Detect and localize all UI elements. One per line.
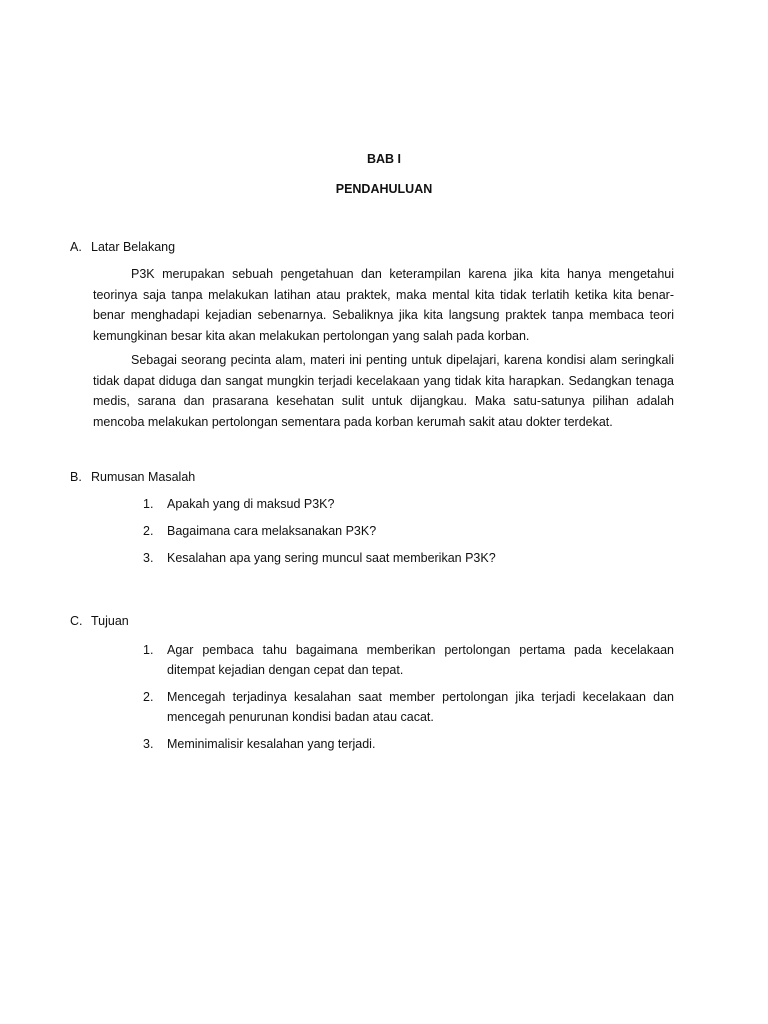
list-text: Apakah yang di maksud P3K? (167, 497, 335, 511)
list-text: Meminimalisir kesalahan yang terjadi. (167, 737, 376, 751)
list-number: 2. (143, 524, 154, 538)
chapter-number: BAB I (366, 152, 402, 166)
list-item (143, 494, 674, 514)
list-number: 1. (143, 643, 154, 657)
list-text: Mencegah terjadinya kesalahan saat member pertolongan jika terjadi kecelakaan dan mencegah penurunan kondisi badan atau cacat. (167, 690, 674, 724)
objective-list (143, 640, 674, 761)
list-number: 3. (143, 551, 154, 565)
list-number: 1. (143, 497, 154, 511)
list-item (143, 521, 674, 541)
list-text: Bagaimana cara melaksanakan P3K? (167, 524, 377, 538)
paragraph: Sebagai seorang pecinta alam, materi ini penting untuk dipelajari, karena kondisi alam seringkali tidak dapat diduga dan sangat mungkin terjadi kecelakaan yang tidak kita harapkan. Sedangkan tenaga medis, sarana dan prasarana kesehatan sulit untuk dijangkau. Maka satu-satunya pilihan adalah mencoba melakukan pertolongan sementara pada korban kerumah sakit atau dokter terdekat. (93, 353, 674, 429)
list-number: 3. (143, 737, 154, 751)
section-heading-text: Rumusan Masalah (91, 470, 196, 484)
section-letter: A. (70, 240, 82, 254)
section-heading-text: Latar Belakang (91, 240, 176, 254)
section-letter: C. (70, 614, 83, 628)
section-heading-text: Tujuan (91, 614, 129, 628)
chapter-title: PENDAHULUAN (335, 182, 433, 196)
section-letter: B. (70, 470, 82, 484)
list-text: Agar pembaca tahu bagaimana memberikan pertolongan pertama pada kecelakaan ditempat kejadian dengan cepat dan tepat. (167, 643, 674, 677)
list-item (143, 687, 674, 727)
list-item (143, 548, 674, 568)
problem-list (143, 494, 674, 575)
paragraph: P3K merupakan sebuah pengetahuan dan keterampilan karena jika kita hanya mengetahui teorinya saja tanpa melakukan latihan atau praktek, maka mental kita tidak terlatih ketika kita benar-benar menghadapi kejadian sebenarnya. Sebaliknya jika kita langsung praktek tanpa membaca teori kemungkinan besar kita akan melakukan pertolongan yang salah pada korban. (93, 267, 674, 343)
list-text: Kesalahan apa yang sering muncul saat memberikan P3K? (167, 551, 496, 565)
list-item (143, 734, 674, 754)
list-item (143, 640, 674, 680)
section-a-heading (70, 239, 175, 255)
section-b-heading (70, 469, 195, 485)
list-number: 2. (143, 690, 154, 704)
section-c-heading (70, 613, 129, 629)
